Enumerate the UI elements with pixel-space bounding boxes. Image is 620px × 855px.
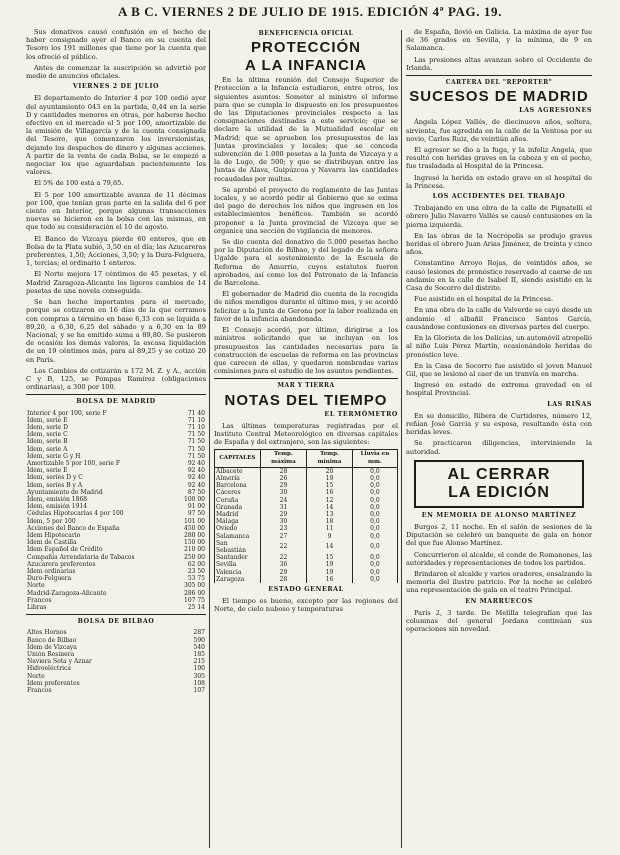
security-price: 71 50 (187, 445, 205, 453)
security-price: 71 40 (187, 409, 205, 417)
subheading: EL TERMÓMETRO (324, 410, 398, 418)
security-name: Ídem preferentes (27, 679, 80, 687)
paragraph: El Consejo acordó, por último, dirigirse a los ministros solicitando que se incluyan en los presupuestos las cantidades necesarias para la construcción de escuelas de reforma en las provincias que carecen de ellas, y quedaron nombradas varias comisiones para el estudio de los asuntos pendientes. (214, 326, 398, 376)
table-row (26, 446, 206, 453)
security-price: 71 50 (187, 452, 205, 460)
security-name: Ídem, serie G y H (27, 452, 81, 460)
breaking-news-box (414, 460, 584, 508)
security-name: Ídem, series B y A (27, 481, 83, 489)
table-row (26, 554, 206, 561)
rainfall: 0,0 (352, 511, 397, 518)
security-name: Libras (27, 604, 47, 612)
paragraph: Se aprobó el proyecto de reglamento de las Juntas locales, y se acordó pedir al Gobierno que se exima del pago de derechos los niños que ingresen en los establecimientos benéficos. También se acordó proponer a la Junta provincial de Vizcaya que se organice una sección de vigilancia de menores. (214, 185, 398, 235)
security-name: Duro-Felguera (27, 575, 72, 583)
security-price: 210 00 (184, 546, 205, 554)
paragraph: Las últimas temperaturas registradas por el Instituto Central Meteorológico en diversas capitales de España y del extranjero, son las siguientes: (214, 421, 398, 447)
security-name: Ídem, 5 por 100 (27, 517, 76, 525)
column-1 (26, 28, 206, 850)
table-row (26, 482, 206, 489)
security-name: Ídem, serie E (27, 416, 68, 424)
table-row (215, 533, 398, 540)
security-name: Compañía Arrendataria de Tabacos (27, 553, 135, 561)
temp-max: 29 (260, 511, 306, 518)
temp-min: 15 (307, 482, 353, 489)
paragraph: El Banco de Vizcaya pierde 60 enteros, que en Bolsa de la Plata subió, 3,50 en el día; las Azucareras preferentes, 1,50; Acciones, 3,50; y la Dura-Felguera, 1, tercias; el ordinario 1 enteros. (26, 234, 206, 268)
table-row (215, 489, 398, 496)
table-row (26, 590, 206, 597)
security-name: Norte (27, 672, 45, 680)
security-name: Norte (27, 582, 45, 590)
column-3 (406, 28, 592, 850)
column-2 (214, 28, 398, 850)
security-name: Ídem Hipotecario (27, 531, 81, 539)
table-row (215, 561, 398, 568)
security-price: 71 50 (187, 431, 205, 439)
temp-max: 31 (260, 504, 306, 511)
security-name: Francos (27, 687, 52, 695)
table-row (26, 489, 206, 496)
table-row (215, 475, 398, 482)
table-row (26, 673, 206, 680)
security-price: 71 50 (187, 438, 205, 446)
security-price: 71 10 (187, 416, 205, 424)
rainfall: 0,0 (352, 489, 397, 496)
kicker: CARTERA DEL "REPORTER" (445, 79, 553, 87)
temp-min: 19 (307, 475, 353, 482)
breaking-line-1: AL CERRAR (447, 465, 551, 483)
security-name: Ídem de Vizcaya (27, 643, 77, 651)
kicker: BENEFICENCIA OFICIAL (258, 30, 354, 37)
security-price: 92 40 (187, 481, 205, 489)
rainfall: 0,0 (352, 497, 397, 504)
divider (26, 614, 206, 615)
security-price: 450 00 (184, 524, 205, 532)
rainfall: 0,0 (352, 482, 397, 489)
security-price: 53 75 (187, 575, 205, 583)
paragraph: En su domicilio, Ribera de Curtidores, número 12, reñían José García y su esposa, resultando ésta con heridas leves. (406, 411, 592, 437)
weather-header: Lluvia en mm. (352, 450, 397, 467)
security-name: Ídem, emisión 1914 (27, 503, 88, 511)
temp-min: 13 (307, 511, 353, 518)
table-row (26, 518, 206, 525)
paragraph: Ingresó en estado de extrema gravedad en el hospital Provincial. (406, 381, 592, 398)
table-row (215, 518, 398, 525)
subheading: EN MEMORIA DE ALONSO MARTÍNEZ (421, 511, 577, 519)
security-name: Ayuntamiento de Madrid (27, 488, 103, 496)
table-row (26, 460, 206, 467)
bolsa-bilbao-title: BOLSA DE BILBAO (77, 618, 155, 626)
column-rule-2 (401, 30, 402, 848)
security-price: 286 00 (184, 589, 205, 597)
rainfall: 0,0 (352, 504, 397, 511)
city-name: Almería (215, 475, 261, 482)
security-name: Acciones del Banco de España (27, 524, 120, 532)
security-name: Ídem, serie E (27, 467, 68, 475)
rainfall: 0,0 (352, 525, 397, 532)
paragraph: El departamento de Interior 4 por 100 cedió ayer del ayuntamiento 043 en la partida, 0,44 en la serie D y cantidades menores en otras, por haberse hecho efectivo en el mercado el 5 por 100, amortizable de la emisión de Villagarcía y de la cuenta consignada del Tesoro, que comenzaron los inversionistas, dejando los despachos de dinero y algunas acciones. A partir de la venta de cada Bolsa, se le empezó a negociar los que aguardaban pacientemente los valores. (26, 94, 206, 177)
security-name: Hidroeléctrica (27, 665, 71, 673)
security-price: 305 (193, 672, 205, 680)
security-name: Cédulas Hipotecarias 4 por 100 (27, 510, 124, 518)
security-price: 250 00 (184, 553, 205, 561)
table-row (26, 637, 206, 644)
city-name: Albacete (215, 467, 261, 475)
table-row (26, 532, 206, 539)
city-name: Salamanca (215, 533, 261, 540)
temp-min: 11 (307, 525, 353, 532)
temp-max: 36 (260, 561, 306, 568)
security-price: 71 10 (187, 423, 205, 431)
weather-header: CAPITALES (215, 450, 261, 467)
table-row (26, 561, 206, 568)
table-row (26, 438, 206, 445)
security-price: 25 14 (187, 604, 205, 612)
paragraph: Brindaron el alcalde y varios oradores, ensalzando la memoria del ilustre patricio. Por la noche se celebró una representación de gala en el teatro Principal. (406, 569, 592, 595)
security-name: Banco de Bilbao (27, 636, 77, 644)
city-name: Coruña (215, 497, 261, 504)
paragraph: de España, llovió en Galicia. La máxima de ayer fue de 36 grados en Sevilla, y la mínima, de 9 en Salamanca. (406, 28, 592, 53)
security-price: 87 50 (187, 488, 205, 496)
table-row (215, 569, 398, 576)
weather-table (214, 449, 398, 583)
table-row (26, 658, 206, 665)
rainfall: 0,0 (352, 540, 397, 554)
table-row (215, 497, 398, 504)
table-row (215, 467, 398, 475)
security-price: 92 40 (187, 467, 205, 475)
rainfall: 0,0 (352, 533, 397, 540)
temp-min: 19 (307, 561, 353, 568)
divider (214, 378, 398, 379)
paragraph: El agresor se dio a la fuga, y la infeliz Ángela, que resultó con heridas graves en la cabeza y en el pecho, fue trasladada al Hospital de la Princesa. (406, 146, 592, 171)
headline-infancia: A LA INFANCIA (245, 57, 367, 75)
temp-min: 12 (307, 497, 353, 504)
divider (26, 394, 206, 395)
table-row (26, 424, 206, 431)
paragraph: Se dio cuenta del donativo de 5.000 pesetas hecho por la Diputación de Bilbao, y del legado de la señora Ugalde para el sostenimiento de la Escuela de Reforma de Amurrio, cuyos estatutos fueron aprobados, así como los del Patronato de la Infancia de Barcelona. (214, 238, 398, 288)
table-row (215, 482, 398, 489)
temp-min: 9 (307, 533, 353, 540)
temp-max: 28 (260, 576, 306, 583)
headline-sucesos: SUCESOS DE MADRID (409, 88, 589, 106)
security-name: Unión Resinera (27, 651, 75, 659)
temp-min: 20 (307, 467, 353, 475)
temp-max: 30 (260, 518, 306, 525)
table-row (215, 576, 398, 583)
temp-min: 14 (307, 540, 353, 554)
paragraph: Trabajando en una obra de la calle de Pignatelli el obrero Julio Navarro Vallés se causó contusiones en la pierna izquierda. (406, 204, 592, 229)
temp-min: 16 (307, 576, 353, 583)
security-price: 107 (193, 687, 205, 695)
city-name: Granada (215, 504, 261, 511)
security-price: 185 (193, 651, 205, 659)
security-price: 92 40 (187, 474, 205, 482)
security-name: Ídem Español de Crédito (27, 546, 103, 554)
security-name: Ídem de Castilla (27, 539, 77, 547)
paragraph: El Norte mejora 17 céntimos de 45 pesetas, y el Madrid Zaragoza-Alicante los ligeros cambios de 14 pesetas de una novela conseguida. (26, 270, 206, 295)
temp-max: 26 (260, 475, 306, 482)
paragraph: El gobernador de Madrid dio cuenta de la recogida de niños mendigos durante el último mes, y se acordó felicitar a la Junta de Gerona por la labor realizada en favor de la infancia abandonada. (214, 290, 398, 323)
table-row (215, 511, 398, 518)
city-name: Barcelona (215, 482, 261, 489)
city-name: Málaga (215, 518, 261, 525)
security-price: 590 (193, 636, 205, 644)
table-row (26, 410, 206, 417)
temp-max: 24 (260, 497, 306, 504)
subheading: EN MARRUECOS (465, 597, 533, 605)
weather-header: Temp. mínima (307, 450, 353, 467)
rainfall: 0,0 (352, 475, 397, 482)
table-row (26, 568, 206, 575)
column-rule-1 (209, 30, 210, 848)
table-row (26, 453, 206, 460)
temp-min: 14 (307, 504, 353, 511)
temp-min: 18 (307, 518, 353, 525)
paragraph: Ángela López Vallés, de diecinueve años, soltera, sirvienta, fue agredida en la calle de la Ventosa por su novio, Carlos Ruiz, de veintiún años. (406, 118, 592, 143)
security-price: 108 (193, 679, 205, 687)
security-price: 107 75 (184, 596, 205, 604)
paragraph: El 5% de 100 está a 79,65. (34, 179, 124, 188)
city-name: Oviedo (215, 525, 261, 532)
table-row (26, 665, 206, 672)
table-row (26, 510, 206, 517)
paragraph: Burgos 2, 11 noche. En el salón de sesiones de la Diputación se celebró un banquete de gala en honor del que fue Alonso Martínez. (406, 522, 592, 548)
subheading: LAS AGRESIONES (519, 107, 592, 115)
city-name: Sevilla (215, 561, 261, 568)
security-price: 97 50 (187, 510, 205, 518)
paragraph: Antes de comenzar la suscripción se advirtió por medio de anuncios oficiales. (26, 63, 206, 81)
temp-max: 29 (260, 482, 306, 489)
rainfall: 0,0 (352, 569, 397, 576)
table-row (26, 651, 206, 658)
security-name: Ídem, serie A (27, 445, 68, 453)
table-row (26, 539, 206, 546)
rainfall: 0,0 (352, 561, 397, 568)
city-name: Valencia (215, 569, 261, 576)
temp-max: 22 (260, 540, 306, 554)
security-price: 62 00 (187, 560, 205, 568)
table-row (26, 644, 206, 651)
table-row (26, 467, 206, 474)
security-price: 91 00 (187, 503, 205, 511)
table-row (26, 629, 206, 636)
security-price: 305 00 (184, 582, 205, 590)
page-header: A B C. VIERNES 2 DE JULIO DE 1915. EDICIÓN 4ª PAG. 19. (118, 4, 502, 19)
paragraph: Se han hecho importantes para el mercado, porque se cotizaron en 16 días de la que cerramos con compras a término en base 6,33 con se liquida a 89,20, a 6,30, 6,25 del sábado y a 6,30 en la 89 Nacional; y se ha emitido suma a 89,80. Se pusieron de ocasión los demás valores, la escasa liquidación de un 19 céntimos más, para al 89,25 y se cotizó 20 en París. (26, 298, 206, 364)
security-price: 23 50 (187, 568, 205, 575)
security-name: Ídem, emisión 1868 (27, 495, 88, 503)
table-row (26, 546, 206, 553)
temp-max: 27 (260, 533, 306, 540)
paragraph: Constantino Arroyo Rojas, de veintidós años, se causó lesiones de pronóstico reservado al caerse de un andamio en la calle de Isabel II, siendo asistido en la Casa de Socorro del distrito. (406, 259, 592, 293)
security-name: Madrid-Zaragoza-Alicante (27, 589, 107, 597)
table-row (26, 582, 206, 589)
rainfall: 0,0 (352, 467, 397, 475)
city-name: Cáceres (215, 489, 261, 496)
security-name: Altos Hornos (27, 629, 67, 637)
paragraph: Ingresó la herida en estado grave en el hospital de la Princesa. (406, 173, 592, 190)
security-name: Naviera Sota y Aznar (27, 658, 92, 666)
temp-max: 22 (260, 554, 306, 561)
security-price: 190 (193, 665, 205, 673)
paragraph: Se practicaron diligencias, interviniendo la autoridad. (406, 439, 592, 456)
temp-max: 23 (260, 525, 306, 532)
security-name: Ídem, serie D (27, 423, 68, 431)
bolsa-bilbao-table (26, 629, 206, 694)
temp-max: 28 (260, 467, 306, 475)
headline-tiempo: NOTAS DEL TIEMPO (224, 391, 388, 409)
paragraph: Los Cambios de cotizarán a 172 M. Z. y A., acción C y B, 125, se Pompas Ramírez (obligaciones ordinarias), a 300 por 100. (26, 366, 206, 392)
divider (406, 75, 592, 76)
city-name: Zaragoza (215, 576, 261, 583)
table-row (26, 431, 206, 438)
table-row (26, 604, 206, 611)
security-price: 280 00 (184, 531, 205, 539)
city-name: Santander (215, 554, 261, 561)
security-price: 100 00 (184, 495, 205, 503)
security-name: Ídem, serie B (27, 438, 68, 446)
table-row (215, 504, 398, 511)
table-row (26, 474, 206, 481)
rainfall: 0,0 (352, 554, 397, 561)
city-name: San Sebastián (215, 540, 261, 554)
section-heading: VIERNES 2 DE JULIO (72, 83, 160, 91)
rainfall: 0,0 (352, 518, 397, 525)
temp-min: 16 (307, 489, 353, 496)
paragraph: En la Casa de Socorro fue asistido el joven Manuel Gil, que se lesionó al caer de un tranvía en marcha. (406, 361, 592, 378)
security-name: Amortizable 5 por 100, serie F (27, 459, 121, 467)
paragraph: El 5 por 100 amortizable avanza de 11 décimas por 100, que tenían gran parte en la salida del 6 por ciento en Interior, porque algunas transacciones nuevas se hicieron en la bolsa con las mismas, en que todo su consideración el 10 de agosto. (26, 190, 206, 232)
table-row (26, 680, 206, 687)
security-price: 215 (193, 658, 205, 666)
security-name: Interior 4 por 100, serie F (27, 409, 107, 417)
subheading: LOS ACCIDENTES DEL TRABAJO (432, 193, 566, 201)
city-name: Madrid (215, 511, 261, 518)
table-row (26, 496, 206, 503)
security-name: Azucarera preferentes (27, 560, 96, 568)
paragraph: En la última reunión del Consejo Superior de Protección a la Infancia estudiaron, entre otros, los siguientes asuntos: Someter al ministro el informe para que se cumpla lo dispuesto en los presupuestos de las Diputaciones provinciales respecto a las consignaciones destinadas a este servicio; que se declare la utilidad de la Mutualidad escolar en Madrid; que se aprueben los presupuestos de las Juntas provinciales y locales; que se conceda subvención de 1.000 pesetas a la Junta de Vizcaya y a la de Lugo, de 500; y que se distribuyan entre las Juntas de Alava, Guipúzcoa y Navarra las cantidades recaudadas por multas. (214, 76, 398, 183)
table-row (26, 525, 206, 532)
paragraph: Sus donativos causó confusión en el hecho de haber consignado ayer el Banco en su cuenta del Tesoro los 191 millones que tiene por la cuenta que los ofreció el público. (26, 28, 206, 61)
security-price: 150 00 (184, 539, 205, 547)
paragraph: Concurrieron el alcalde, el conde de Romanones, las autoridades y representaciones de todos los partidos. (406, 550, 592, 567)
security-name: Ídem ordinarias (27, 568, 76, 575)
paragraph: Fue asistido en el hospital de la Princesa. (414, 295, 554, 304)
paragraph: El tiempo es bueno, excepto por las regiones del Norte, de cielo nuboso y temperaturas (214, 597, 398, 614)
security-price: 540 (193, 643, 205, 651)
bolsa-madrid-table (26, 410, 206, 612)
table-row (26, 503, 206, 510)
table-row (26, 417, 206, 424)
kicker: MAR Y TIERRA (277, 382, 335, 390)
table-row (215, 540, 398, 554)
temp-max: 30 (260, 489, 306, 496)
security-name: Ídem, serie C (27, 431, 68, 439)
subheading: LAS RIÑAS (547, 400, 592, 408)
paragraph: Las presiones altas avanzan sobre el Occidente de Irlanda. (406, 55, 592, 72)
breaking-line-2: LA EDICIÓN (448, 483, 550, 501)
subheading: ESTADO GENERAL (268, 585, 344, 593)
headline-proteccion: PROTECCIÓN (250, 39, 361, 57)
temp-min: 15 (307, 554, 353, 561)
security-name: Ídem, series D y C (27, 474, 83, 482)
temp-min: 19 (307, 569, 353, 576)
paragraph: París 2, 3 tarde. De Melilla telegrafían que las columnas del general Jordana continúan sus operaciones sin novedad. (406, 608, 592, 634)
weather-header: Temp. máxima (260, 450, 306, 467)
table-row (215, 525, 398, 532)
security-name: Francos (27, 596, 52, 604)
table-row (215, 554, 398, 561)
security-price: 287 (193, 629, 205, 637)
table-row (26, 575, 206, 582)
rainfall: 0,0 (352, 576, 397, 583)
table-row (26, 597, 206, 604)
security-price: 101 00 (184, 517, 205, 525)
paragraph: En las obras de la Necrópolis se produjo graves heridas el obrero Juan Arias Jiménez, de treinta y cinco años. (406, 231, 592, 257)
security-price: 92 40 (187, 459, 205, 467)
bolsa-madrid-title: BOLSA DE MADRID (76, 398, 156, 406)
temp-max: 29 (260, 569, 306, 576)
paragraph: En una obra de la calle de Valverde se cayó desde un andamio el albañil Francisco Santos García, causándose contusiones en diversas partes del cuerpo. (406, 306, 592, 331)
paragraph: En la Glorieta de los Delicias, un automóvil atropelló al niño Luis Pérez Martín, ocasionándole heridas de pronóstico leve. (406, 334, 592, 359)
table-row (26, 687, 206, 694)
